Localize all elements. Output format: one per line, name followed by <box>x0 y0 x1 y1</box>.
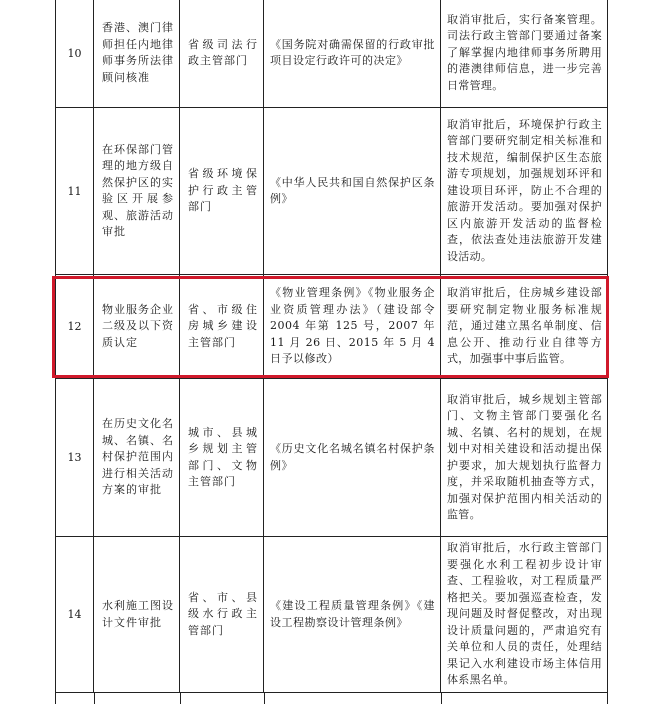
legal-basis: 《建设工程质量管理条例》《建设工程勘察设计管理条例》 <box>264 537 441 693</box>
approving-department: 省、市级住房城乡建设主管部门 <box>180 275 264 379</box>
follow-up-measures: 取消审批后，水行政主管部门要强化水利工程初步设计审查、工程验收，对工程质量严格把关。要加强巡查检查，发现问题及时督促整改，对出现设计质量问题的，严肃追究有关单位和人员的责任，处理结果记入水利建设市场主体信用体系黑名单。 <box>441 537 608 693</box>
row-number: 14 <box>56 537 94 693</box>
row-number: 12 <box>56 275 94 379</box>
row-number: 10 <box>56 0 94 108</box>
follow-up-measures: 取消审批后，住房城乡建设部要研究制定物业服务标准规范，通过建立黑名单制度、信息公开、推动行业自律等方式，加强事中事后监管。 <box>441 275 608 379</box>
item-name: 水利施工图设计文件审批 <box>94 537 180 693</box>
item-name: 物业服务企业二级及以下资质认定 <box>94 275 180 379</box>
follow-up-measures: 取消审批后，城乡规划主管部门、文物主管部门要强化名城、名镇、名村的规划，在规划中对相关建设和活动提出保护要求，加大规划执行监督力度，并采取随机抽查等方式，加强对保护范围内相关活动的监管。 <box>441 379 608 537</box>
follow-up-measures: 取消审批后，环境保护行政主管部门要研究制定相关标准和技术规范，编制保护区生态旅游专项规划，加强规划环评和建设项目环评，防止不合理的旅游开发活动。要加强对保护区内旅游开发活动的监督检查，依法查处违法旅游开发建设活动。 <box>441 108 608 275</box>
item-name: 香港、澳门律师担任内地律师事务所法律顾问核准 <box>94 0 180 108</box>
legal-basis: 《历史文化名城名镇名村保护条例》 <box>264 379 441 537</box>
table-row-11 <box>56 108 608 275</box>
item-name: 在环保部门管理的地方级自然保护区的实验区开展参观、旅游活动审批 <box>94 108 180 275</box>
table-row-13 <box>56 379 608 537</box>
legal-basis: 《中华人民共和国自然保护区条例》 <box>264 108 441 275</box>
row-number: 11 <box>56 108 94 275</box>
approval-items-table <box>55 0 608 693</box>
approving-department: 省级环境保护行政主管部门 <box>180 108 264 275</box>
approval-items-table-container <box>55 0 607 693</box>
row-number: 13 <box>56 379 94 537</box>
table-row-12 <box>56 275 608 379</box>
table-row-14 <box>56 537 608 693</box>
next-row-partial <box>55 692 608 704</box>
approving-department: 省级司法行政主管部门 <box>180 0 264 108</box>
table-row-10 <box>56 0 608 108</box>
legal-basis: 《国务院对确需保留的行政审批项目设定行政许可的决定》 <box>264 0 441 108</box>
legal-basis: 《物业管理条例》《物业服务企业资质管理办法》（建设部令 2004 年第 125 号，2007 年 11 月 26 日、2015 年 5 月 4 日予以修改） <box>264 275 441 379</box>
approving-department: 城市、县城乡规划主管部门、文物主管部门 <box>180 379 264 537</box>
follow-up-measures: 取消审批后，实行备案管理。司法行政主管部门要通过备案了解掌握内地律师事务所聘用的港澳律师信息，进一步完善日常管理。 <box>441 0 608 108</box>
approving-department: 省、市、县级水行政主管部门 <box>180 537 264 693</box>
item-name: 在历史文化名城、名镇、名村保护范围内进行相关活动方案的审批 <box>94 379 180 537</box>
